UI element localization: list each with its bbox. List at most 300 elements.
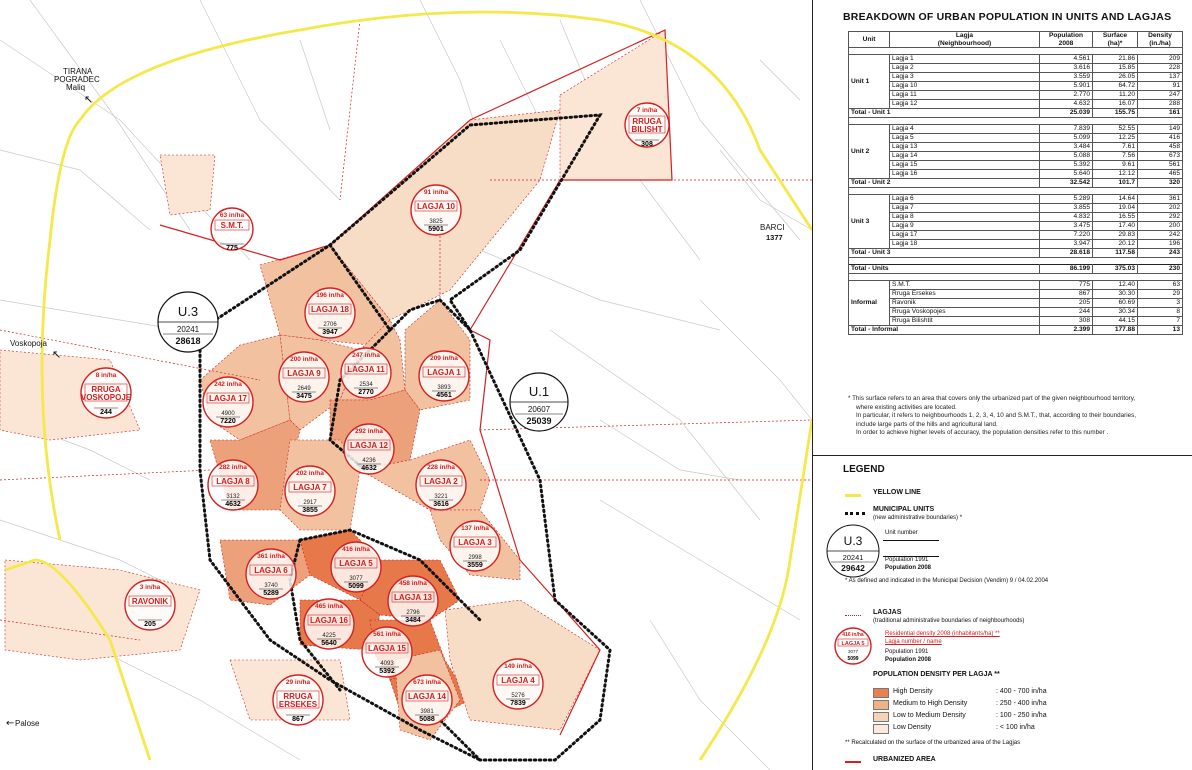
lagja-pop2008: 7220 xyxy=(220,418,236,425)
table-row xyxy=(849,317,1183,326)
table-total-row xyxy=(849,179,1183,188)
table-total-row xyxy=(849,109,1183,118)
density-label: High Density xyxy=(893,688,933,695)
table-cell: 12.12 xyxy=(1093,170,1138,179)
table-cell: Lagja 7 xyxy=(890,204,1040,213)
table-cell: 52.55 xyxy=(1093,125,1138,134)
table-cell: 14.64 xyxy=(1093,195,1138,204)
lagja-density: 282 in/ha xyxy=(219,464,247,471)
table-grand-total-row xyxy=(849,265,1183,274)
lagja-pop1991: 4225 xyxy=(322,633,336,639)
table-cell: 361 xyxy=(1138,195,1183,204)
arrow-west-icon: ← xyxy=(6,718,15,729)
lagja-name: LAGJA 8 xyxy=(216,477,250,486)
lagja-circle xyxy=(341,348,391,398)
voskopoja-label: Voskopoja xyxy=(10,339,47,348)
lagja-circle xyxy=(388,576,438,626)
table-cell: 26.05 xyxy=(1093,73,1138,82)
table-cell: 155.75 xyxy=(1093,109,1138,118)
lagja-pop1991: 2534 xyxy=(359,382,373,388)
lagja-pop1991: 3077 xyxy=(349,576,363,582)
note-line: * This surface refers to an area that covers only the urbanized part of the given neighbourhood territory, xyxy=(848,395,1136,402)
legend-unit-number: Unit number xyxy=(885,530,918,536)
table-row xyxy=(849,143,1183,152)
lagja-pop1991: 2917 xyxy=(303,500,317,506)
table-cell: 3.855 xyxy=(1040,204,1093,213)
lagja-density: 200 in/ha xyxy=(290,356,318,363)
header-density-sub: (in./ha) xyxy=(1149,39,1171,47)
table-cell: 5.392 xyxy=(1040,161,1093,170)
table-cell: Total - Unit 3 xyxy=(849,249,1040,258)
lagja-name: RRUGA xyxy=(91,385,121,394)
table-cell: 5.099 xyxy=(1040,134,1093,143)
lagja-circle xyxy=(304,599,354,649)
lagja-pop1991: 3221 xyxy=(434,494,448,500)
table-cell: 7.839 xyxy=(1040,125,1093,134)
table-row xyxy=(849,204,1183,213)
table-total-row xyxy=(849,249,1183,258)
table-cell: 60.69 xyxy=(1093,299,1138,308)
lagja-density: 247 in/ha xyxy=(352,352,380,359)
lagja-name: LAGJA 9 xyxy=(287,369,321,378)
lagja-density: 209 in/ha xyxy=(430,355,458,362)
table-cell: 12.25 xyxy=(1093,134,1138,143)
lagja-density: 202 in/ha xyxy=(296,470,324,477)
density-swatch xyxy=(873,724,889,734)
table-cell: Unit 3 xyxy=(849,195,890,249)
table-cell: 200 xyxy=(1138,222,1183,231)
header-lagja-sub: (Neighbourhood) xyxy=(937,39,992,47)
density-swatch xyxy=(873,688,889,698)
unit-pop1991: 20607 xyxy=(527,405,551,414)
table-row xyxy=(849,125,1183,134)
table-spacer xyxy=(849,188,1183,195)
lagja-pop1991: 2998 xyxy=(468,555,482,561)
table-cell: 12.40 xyxy=(1093,281,1138,290)
table-cell: Rruga Bilishtit xyxy=(890,317,1040,326)
table-row xyxy=(849,55,1183,64)
table-cell: Lagja 3 xyxy=(890,73,1040,82)
lagja-pop2008: 4561 xyxy=(436,392,452,399)
header-density xyxy=(1138,32,1183,48)
table-row xyxy=(849,100,1183,109)
lagja-name: LAGJA 3 xyxy=(458,538,492,547)
lagja-pop2008: 775 xyxy=(226,245,238,252)
lagja-pop2008: 4632 xyxy=(361,465,377,472)
urbanized-label: URBANIZED AREA xyxy=(873,756,936,763)
table-cell: 375.03 xyxy=(1093,265,1138,274)
table-cell: 21.86 xyxy=(1093,55,1138,64)
lagja-name-line2: VOSKOPOJE xyxy=(80,393,132,402)
density-swatch xyxy=(873,712,889,722)
lagja-name: LAGJA 12 xyxy=(350,441,388,450)
table-cell: Lagja 14 xyxy=(890,152,1040,161)
header-unit-text: Unit xyxy=(862,35,876,43)
table-cell: Lagja 10 xyxy=(890,82,1040,91)
table-cell: Rruga Voskopojes xyxy=(890,308,1040,317)
lagja-pop2008: 5099 xyxy=(348,583,364,590)
table-cell: Lagja 18 xyxy=(890,240,1040,249)
header-density-text: Density xyxy=(1148,32,1172,39)
lagja-density: 292 in/ha xyxy=(355,428,383,435)
table-cell: 416 xyxy=(1138,134,1183,143)
arrow-northwest-icon: ↖ xyxy=(52,348,62,361)
municipal-units-swatch xyxy=(845,512,865,515)
lagja-circle xyxy=(246,549,296,599)
table-row xyxy=(849,82,1183,91)
header-population-text: Population xyxy=(1048,32,1084,39)
lagja-density: 561 in/ha xyxy=(373,631,401,638)
info-panel xyxy=(812,0,1192,770)
table-cell: 161 xyxy=(1138,109,1183,118)
table-cell: 673 xyxy=(1138,152,1183,161)
lagja-density: 673 in/ha xyxy=(413,679,441,686)
table-cell: 64.72 xyxy=(1093,82,1138,91)
table-cell xyxy=(849,48,1183,55)
lagja-pop2008: 2770 xyxy=(358,389,374,396)
lagja-name: LAGJA 11 xyxy=(347,365,385,374)
lagja-circle xyxy=(450,521,500,571)
barci-population: 1377 xyxy=(766,233,783,242)
table-cell: 16.55 xyxy=(1093,213,1138,222)
lagja-density: 465 in/ha xyxy=(315,603,343,610)
lagja-pop2008: 4632 xyxy=(225,501,241,508)
table-cell: 149 xyxy=(1138,125,1183,134)
legend-unit-symbol xyxy=(823,522,883,580)
table-cell: Total - Unit 1 xyxy=(849,109,1040,118)
table-cell: S.M.T. xyxy=(890,281,1040,290)
yellow-line-swatch xyxy=(845,494,861,497)
lagja-name: LAGJA 15 xyxy=(368,644,406,653)
population-table xyxy=(848,31,1183,335)
arrow-northwest-icon: ↖ xyxy=(84,93,94,106)
header-surface-text: Surface xyxy=(1102,32,1128,39)
table-cell: 117.58 xyxy=(1093,249,1138,258)
header-surface-sub: (ha)* xyxy=(1107,39,1123,47)
table-cell: 15.85 xyxy=(1093,64,1138,73)
table-cell: 561 xyxy=(1138,161,1183,170)
table-row xyxy=(849,290,1183,299)
table-cell: Total - Unit 2 xyxy=(849,179,1040,188)
lagja-pop2008: 308 xyxy=(641,141,653,148)
legend-unit-p91: 20241 xyxy=(842,553,864,562)
lagja-density: 7 in/ha xyxy=(636,107,658,114)
table-cell: 86.199 xyxy=(1040,265,1093,274)
table-row xyxy=(849,308,1183,317)
decision-note: * As defined and indicated in the Municipal Decision (Vendim) 9 / 04.02.2004 xyxy=(845,578,1049,584)
note-line: In order to achieve higher levels of accuracy, the population densities refer to this number . xyxy=(856,429,1109,436)
lagja-name: LAGJA 4 xyxy=(501,676,535,685)
lagja-pop1991: 4236 xyxy=(362,458,376,464)
density-range: : 250 - 400 in/ha xyxy=(996,700,1047,707)
barci-label: BARCI xyxy=(760,223,785,232)
table-row xyxy=(849,281,1183,290)
lagja-pop2008: 3616 xyxy=(433,501,449,508)
lagja-circle xyxy=(411,185,461,235)
lagja-circle xyxy=(416,460,466,510)
lagja-density: 149 in/ha xyxy=(504,663,532,670)
lagja-density: 361 in/ha xyxy=(257,553,285,560)
lagja-circle xyxy=(305,288,355,338)
legend-title: LEGEND xyxy=(843,464,885,475)
density-swatch xyxy=(873,700,889,710)
table-cell: Ravonik xyxy=(890,299,1040,308)
unit-marker xyxy=(158,292,218,352)
density-label: Low Density xyxy=(893,724,932,731)
municipal-units-sub: (new administrative boundaries) * xyxy=(873,515,963,521)
lagja-pop1991: 3132 xyxy=(226,494,240,500)
lagja-pop1991: 3893 xyxy=(437,385,451,391)
table-cell: 196 xyxy=(1138,240,1183,249)
table-cell xyxy=(849,274,1183,281)
lagja-name: LAGJA 2 xyxy=(424,477,458,486)
table-cell: 17.40 xyxy=(1093,222,1138,231)
lagja-pop1991: 2649 xyxy=(297,386,311,392)
lagja-density: 91 in/ha xyxy=(423,189,449,196)
table-cell: Total - Informal xyxy=(849,326,1040,335)
table-cell: 242 xyxy=(1138,231,1183,240)
table-cell: 16.07 xyxy=(1093,100,1138,109)
table-notes xyxy=(848,395,1178,438)
table-cell: Lagja 2 xyxy=(890,64,1040,73)
table-cell: 137 xyxy=(1138,73,1183,82)
lagja-circle xyxy=(285,466,335,516)
table-row xyxy=(849,299,1183,308)
table-cell: 4.632 xyxy=(1040,100,1093,109)
legend-unit-label: U.3 xyxy=(843,534,863,548)
legend-lagja-pop2008: Population 2008 xyxy=(885,657,932,663)
table-cell: 63 xyxy=(1138,281,1183,290)
lagja-pop2008: 3855 xyxy=(302,507,318,514)
yellow-line-label: YELLOW LINE xyxy=(873,489,921,496)
lagja-name: LAGJA 18 xyxy=(311,305,349,314)
lagja-name: LAGJA 1 xyxy=(427,368,461,377)
lagja-circle xyxy=(625,103,669,148)
table-cell: Total - Units xyxy=(849,265,1040,274)
lagja-name: RAVONIK xyxy=(131,597,169,606)
legend-res-density: Residential density 2008 (inhabitants/ha) ** xyxy=(885,631,1000,637)
lagja-name: LAGJA 5 xyxy=(339,559,373,568)
table-cell: 5.289 xyxy=(1040,195,1093,204)
table-cell: 465 xyxy=(1138,170,1183,179)
lagja-name: LAGJA 6 xyxy=(254,566,288,575)
lagja-circle xyxy=(344,424,394,474)
density-range: : 100 - 250 in/ha xyxy=(996,712,1047,719)
lagja-circle xyxy=(493,659,543,709)
lagja-pop2008: 867 xyxy=(292,716,304,723)
table-cell: 91 xyxy=(1138,82,1183,91)
table-cell: 3.616 xyxy=(1040,64,1093,73)
density-range: : < 100 in/ha xyxy=(996,724,1035,731)
table-cell: 320 xyxy=(1138,179,1183,188)
table-row xyxy=(849,222,1183,231)
density-label: Medium to High Density xyxy=(893,700,968,707)
lagja-name-line2: BILISHT xyxy=(631,125,663,134)
table-cell: Lagja 17 xyxy=(890,231,1040,240)
unit-pop1991: 20241 xyxy=(176,325,200,334)
lagja-circle xyxy=(279,352,329,402)
table-cell: 775 xyxy=(1040,281,1093,290)
table-total-row xyxy=(849,326,1183,335)
table-cell: 5.088 xyxy=(1040,152,1093,161)
lagja-pop2008: 5088 xyxy=(419,716,435,723)
table-cell: Informal xyxy=(849,281,890,326)
legend-lagja-p08: 5099 xyxy=(847,656,859,662)
table-cell: 243 xyxy=(1138,249,1183,258)
lagja-name: LAGJA 17 xyxy=(209,394,247,403)
table-cell: 7.56 xyxy=(1093,152,1138,161)
table-cell: 244 xyxy=(1040,308,1093,317)
unit-label: U.3 xyxy=(177,304,199,319)
density-label: Low to Medium Density xyxy=(893,712,966,719)
table-cell: 29 xyxy=(1138,290,1183,299)
legend-lagja-symbol xyxy=(833,626,873,666)
table-row xyxy=(849,213,1183,222)
lagja-circle xyxy=(419,351,469,401)
table-cell: 5.901 xyxy=(1040,82,1093,91)
lagja-pop1991: 5276 xyxy=(511,693,525,699)
lagja-circle xyxy=(208,460,258,510)
table-spacer xyxy=(849,118,1183,125)
table-cell xyxy=(849,188,1183,195)
table-cell: 4.561 xyxy=(1040,55,1093,64)
table-cell: 292 xyxy=(1138,213,1183,222)
lagja-density: 8 in/ha xyxy=(95,372,117,379)
lagja-density: 3 in/ha xyxy=(139,584,161,591)
unit-marker xyxy=(510,373,568,431)
lagja-circle xyxy=(125,580,175,630)
table-row xyxy=(849,134,1183,143)
legend-unit-p08: 29642 xyxy=(841,563,865,573)
lagja-pop2008: 5289 xyxy=(263,590,279,597)
legend-lagja-pop1991: Population 1991 xyxy=(885,649,929,655)
legend-lagja-name-label: Lagja number / name xyxy=(885,639,942,645)
table-cell: 20.12 xyxy=(1093,240,1138,249)
lagja-pop1991: 4900 xyxy=(221,411,235,417)
lagja-circle xyxy=(81,368,132,418)
lagja-name: RRUGA xyxy=(283,692,313,701)
lagja-pop2008: 5640 xyxy=(321,640,337,647)
legend-divider xyxy=(813,455,1192,456)
lagja-circle xyxy=(211,208,253,252)
lagja-pop1991: 2796 xyxy=(406,610,420,616)
pogradec-label: POGRADEC xyxy=(54,75,100,84)
lagja-pop2008: 205 xyxy=(144,621,156,628)
lagja-density: 137 in/ha xyxy=(461,525,489,532)
note-line: include large parts of the hills and agricultural land. xyxy=(856,420,998,428)
lagja-circle xyxy=(362,627,412,677)
lagja-pop2008: 3484 xyxy=(405,617,421,624)
table-cell xyxy=(849,258,1183,265)
maliq-label: Maliq xyxy=(66,83,86,92)
table-spacer xyxy=(849,258,1183,265)
table-row xyxy=(849,152,1183,161)
lagja-density: 416 in/ha xyxy=(342,546,370,553)
lagja-density: 29 in/ha xyxy=(285,679,311,686)
lagja-name-line2: ERSEKES xyxy=(278,700,318,709)
legend-lagja-name: LAGJA 5 xyxy=(841,641,865,647)
table-cell: Lagja 5 xyxy=(890,134,1040,143)
table-cell: 4.832 xyxy=(1040,213,1093,222)
legend-lagja-density: 416 in/ha xyxy=(842,632,864,638)
legend-lagja-p91: 3077 xyxy=(847,649,859,654)
table-cell: 205 xyxy=(1040,299,1093,308)
lagja-pop2008: 3475 xyxy=(296,393,312,400)
table-cell: 2.770 xyxy=(1040,91,1093,100)
table-cell: 28.618 xyxy=(1040,249,1093,258)
legend-pop2008: Population 2008 xyxy=(885,565,932,571)
table-cell: 9.61 xyxy=(1093,161,1138,170)
table-row xyxy=(849,231,1183,240)
lagja-pop2008: 7839 xyxy=(510,700,526,707)
table-spacer xyxy=(849,48,1183,55)
table-cell: 30.30 xyxy=(1093,290,1138,299)
lagja-name: LAGJA 16 xyxy=(310,616,348,625)
table-cell: 29.83 xyxy=(1093,231,1138,240)
table-cell: 13 xyxy=(1138,326,1183,335)
table-row xyxy=(849,91,1183,100)
table-cell: 30.34 xyxy=(1093,308,1138,317)
table-cell: 3.559 xyxy=(1040,73,1093,82)
table-cell: Lagja 1 xyxy=(890,55,1040,64)
header-surface xyxy=(1093,32,1138,48)
table-cell: Lagja 12 xyxy=(890,100,1040,109)
table-cell: Lagja 8 xyxy=(890,213,1040,222)
table-cell: Lagja 16 xyxy=(890,170,1040,179)
table-cell: 867 xyxy=(1040,290,1093,299)
lagja-circle xyxy=(402,675,452,725)
table-cell: 11.20 xyxy=(1093,91,1138,100)
table-cell: 32.542 xyxy=(1040,179,1093,188)
note-line: In particular, it refers to neighbourhoods 1, 2, 3, 4, 10 and S.M.T., that, according to their boundaries, xyxy=(856,412,1137,419)
unit-label: U.1 xyxy=(528,384,550,399)
lagja-name: S.M.T. xyxy=(220,221,244,230)
municipal-units-label: MUNICIPAL UNITS xyxy=(873,506,935,513)
header-population xyxy=(1040,32,1093,48)
header-lagja-text: Lagja xyxy=(955,32,974,39)
lagja-pop2008: 3559 xyxy=(467,562,483,569)
lagja-pop2008: 3947 xyxy=(322,329,338,336)
lagja-circle xyxy=(331,542,381,592)
table-cell: 3.947 xyxy=(1040,240,1093,249)
unit-pop2008: 25039 xyxy=(526,416,552,426)
table-cell: 101.7 xyxy=(1093,179,1138,188)
lagja-density: 63 in/ha xyxy=(219,212,245,219)
table-cell: Rruga Ersekes xyxy=(890,290,1040,299)
table-cell: 458 xyxy=(1138,143,1183,152)
table-cell: 2.399 xyxy=(1040,326,1093,335)
table-cell xyxy=(849,118,1183,125)
lagja-circle xyxy=(273,675,323,725)
table-row xyxy=(849,195,1183,204)
table-row xyxy=(849,240,1183,249)
table-cell: 8 xyxy=(1138,308,1183,317)
table-cell: 7.61 xyxy=(1093,143,1138,152)
table-cell: 288 xyxy=(1138,100,1183,109)
table-cell: 5.640 xyxy=(1040,170,1093,179)
header-population-sub: 2008 xyxy=(1058,39,1074,47)
table-cell: 3.484 xyxy=(1040,143,1093,152)
table-spacer xyxy=(849,274,1183,281)
table-cell: 3 xyxy=(1138,299,1183,308)
table-cell: 3.475 xyxy=(1040,222,1093,231)
table-cell: Unit 1 xyxy=(849,55,890,109)
lagja-density: 242 in/ha xyxy=(214,381,242,388)
lagjas-swatch xyxy=(845,615,861,616)
table-cell: 19.04 xyxy=(1093,204,1138,213)
table-cell: 228 xyxy=(1138,64,1183,73)
header-unit xyxy=(849,32,890,48)
